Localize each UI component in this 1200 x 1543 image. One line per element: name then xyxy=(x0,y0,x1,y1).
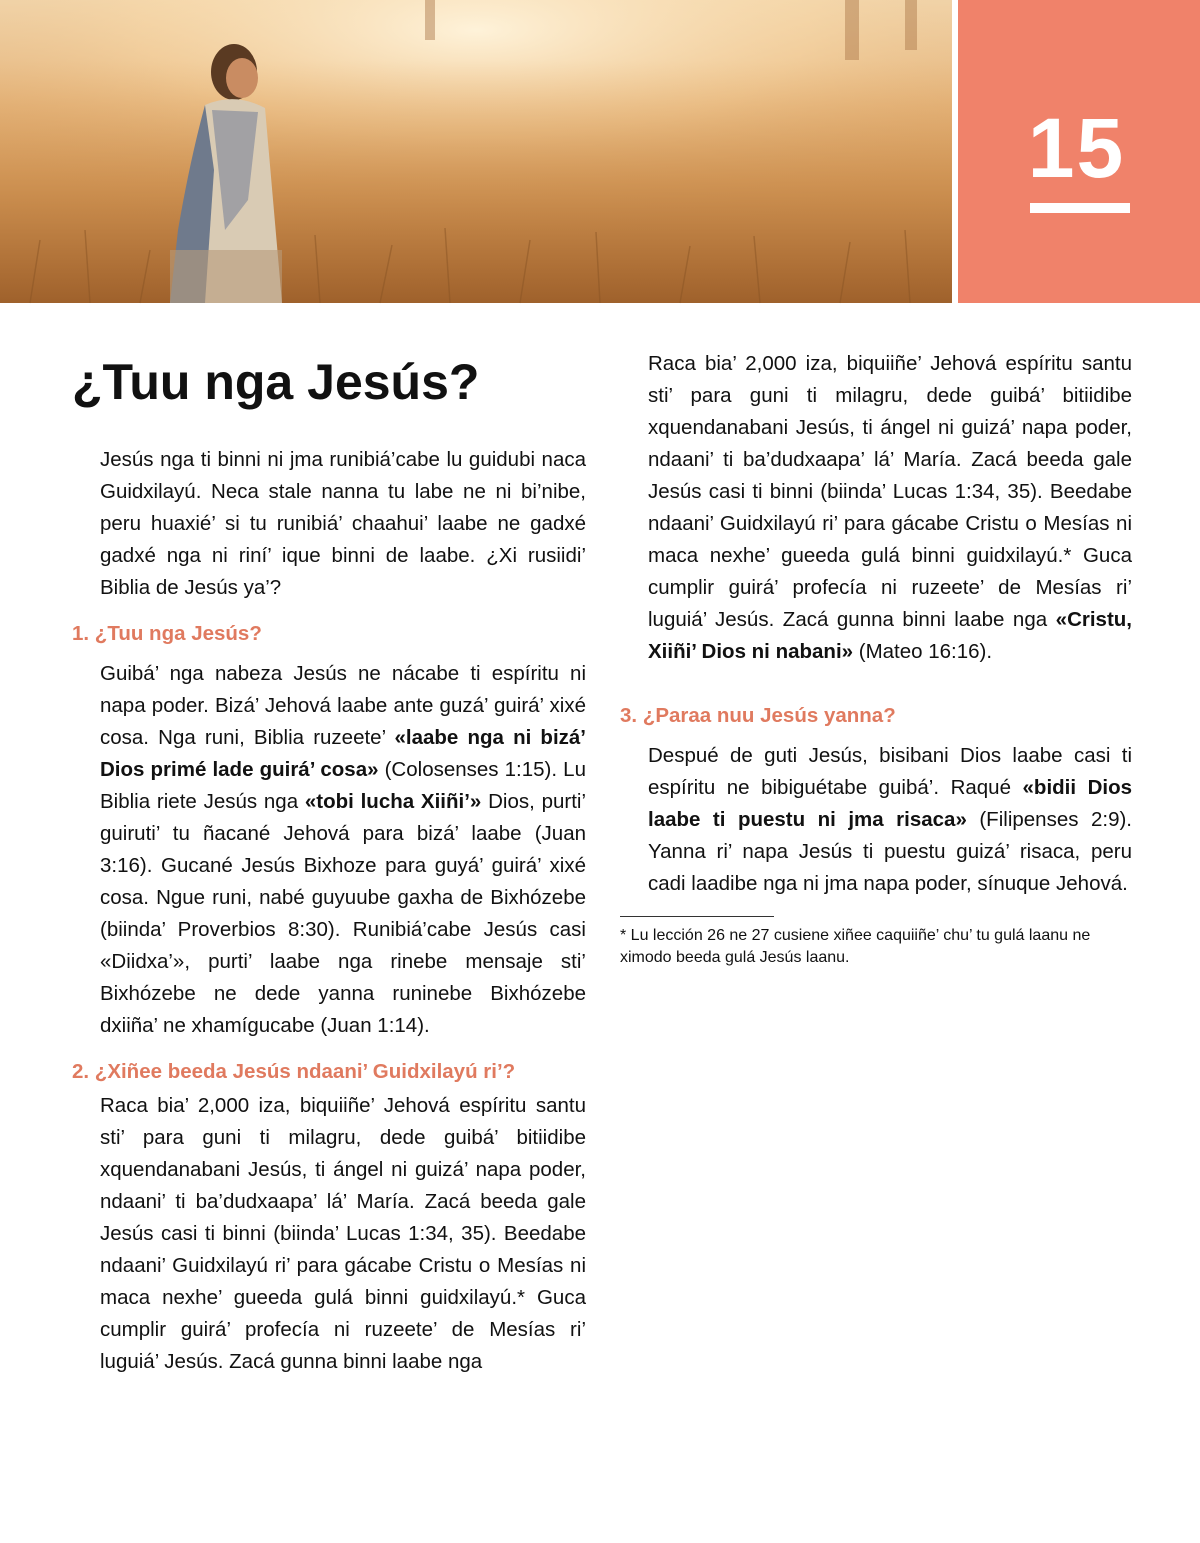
question-3-heading: 3. ¿Paraa nuu Jesús yanna? xyxy=(620,704,896,727)
answer-3-paragraph xyxy=(648,740,1132,900)
lesson-badge xyxy=(958,0,1200,303)
question-1-heading: 1. ¿Tuu nga Jesús? xyxy=(72,622,262,645)
answer-2-text-a: Raca bia’ 2,000 iza, biquiiñe’ Jehová espíritu santu sti’ para guni ti milagru, dede guibá’ bitiidibe xquendanabani Jesús, ti ángel ni guizá’ napa poder, ndaani’ ti ba’dudxaapa’ lá’ María. Zacá beeda gale Jesús casi ti binni (biinda’ Lucas 1:34, 35). Beedabe ndaani’ Guidxilayú ri’ para gácabe Cristu o Mesías ni maca nexhe’ gueeda gulá binni guidxilayú.* Guca cumplir guirá’ profecía ni ruzeete’ de Mesías ri’ luguiá’ Jesús. Zacá gunna binni laabe nga xyxy=(648,352,1132,631)
lesson-number-underline xyxy=(1030,203,1130,213)
lesson-number: 15 xyxy=(1027,101,1126,195)
answer-1-bold-a: «laabe nga ni bizá’ Dios primé lade guirá’ cosa» xyxy=(100,726,586,781)
answer-3-text-a: Despué de guti Jesús, bisibani Dios laabe casi ti espíritu ne bibiguétabe guibá’. Raqué xyxy=(648,744,1132,799)
answer-2-text-a-left: Raca bia’ 2,000 iza, biquiiñe’ Jehová espíritu santu sti’ para guni ti milagru, dede guibá’ bitiidibe xquendanabani Jesús, ti ángel ni guizá’ napa poder, ndaani’ ti ba’dudxaapa’ lá’ María. Zacá beeda gale Jesús casi ti binni (biinda’ Lucas 1:34, 35). Beedabe ndaani’ Guidxilayú ri’ para gácabe Cristu o Mesías ni maca nexhe’ gueeda gulá binni guidxilayú.* Guca cumplir guirá’ profecía ni ruzeete’ de Mesías ri’ luguiá’ Jesús. Zacá gunna binni laabe nga xyxy=(100,1094,586,1373)
answer-1-paragraph xyxy=(100,658,586,1042)
answer-1-text-c: Dios, purti’ guiruti’ tu ñacané Jehová para bizá’ laabe (Juan 3:16). Gucané Jesús Bixhoze para guyá’ guirá’ xixé cosa. Ngue runi, nabé guyuube gaxha de Bixhózebe (biinda’ Proverbios 8:30). Runibiá’cabe Jesús casi «Diidxa’», purti’ laabe nga rinebe mensaje sti’ Bixhózebe ne dede yanna runinebe Bixhózebe dxiiña’ ne xhamígucabe (Juan 1:14). xyxy=(100,790,586,1037)
footnote: * Lu lección 26 ne 27 cusiene xiñee caquiiñe’ chu’ tu gulá laanu ne ximodo beeda gulá Jesús laanu. xyxy=(620,927,1091,966)
answer-1-text-a: Guibá’ nga nabeza Jesús ne nácabe ti espíritu ni napa poder. Bizá’ Jehová laabe ante guzá’ guirá’ xixé cosa. Nga runi, Biblia ruzeete’ xyxy=(100,662,586,749)
page-title: ¿Tuu nga Jesús? xyxy=(72,354,480,410)
answer-2-paragraph-right xyxy=(648,348,1132,668)
left-column xyxy=(72,444,586,1088)
answer-1-bold-b: «tobi lucha Xiiñi’» xyxy=(304,790,482,813)
answer-2-left-part xyxy=(72,1090,586,1373)
answer-2-bold-a: «Cristu, Xiiñi’ Dios ni nabani» xyxy=(648,608,1132,663)
question-2-heading: 2. ¿Xiñee beeda Jesús ndaani’ Guidxilayú ri’? xyxy=(72,1060,516,1083)
answer-2-text-b: (Mateo 16:16). xyxy=(853,640,993,663)
intro-paragraph: Jesús nga ti binni ni jma runibiá’cabe lu guidubi naca Guidxilayú. Neca stale nanna tu labe ne ni bi’nibe, peru huaxié’ si tu runibiá’ chaahui’ laabe ne gadxé gadxé nga ni riní’ ique binni de laabe. ¿Xi rusiidi’ Biblia de Jesús ya’? xyxy=(100,448,586,599)
answer-3-text-b: (Filipenses 2:9). Yanna ri’ napa Jesús ti puestu guizá’ risaca, peru cadi laadibe nga ni jma napa poder, sínuque Jehová. xyxy=(648,808,1132,895)
field-illustration xyxy=(0,0,952,303)
right-column-content xyxy=(620,352,1133,969)
answer-2-right-window xyxy=(620,352,1132,668)
answer-3-bold-a: «bidii Dios laabe ti puestu ni jma risaca» xyxy=(648,776,1133,831)
answer-2-paragraph-left xyxy=(100,1090,586,1373)
answer-1-text-b: (Colosenses 1:15). Lu Biblia riete Jesús nga xyxy=(100,758,586,813)
footnote-divider xyxy=(620,916,774,917)
hero-image xyxy=(0,0,952,303)
